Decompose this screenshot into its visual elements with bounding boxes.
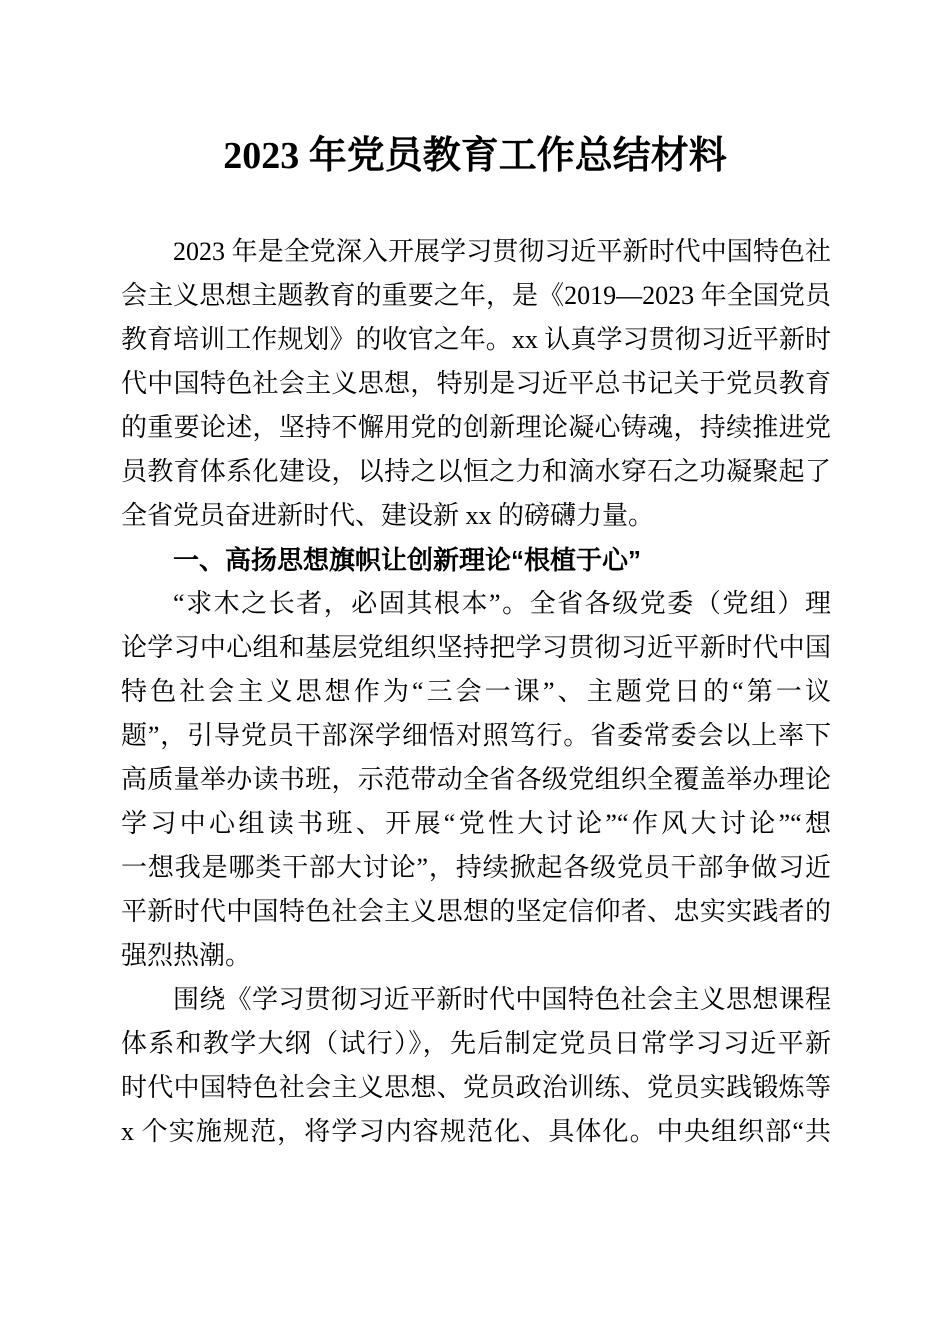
text-line: 会主义思想主题教育的重要之年，是《2019—2023 年全国党员 bbox=[121, 281, 831, 310]
text-line: 教育培训工作规划》的收官之年。xx 认真学习贯彻习近平新时 bbox=[121, 325, 831, 354]
text-line: “求木之长者，必固其根本”。全省各级党委（党组）理 bbox=[173, 589, 831, 618]
section-heading: 一、高扬思想旗帜让创新理论“根植于心” bbox=[173, 545, 642, 575]
text-line: 围绕《学习贯彻习近平新时代中国特色社会主义思想课程 bbox=[173, 985, 831, 1014]
document-title: 2023 年党员教育工作总结材料 bbox=[223, 135, 727, 177]
text-line: 全省党员奋进新时代、建设新 xx 的磅礴力量。 bbox=[121, 501, 655, 530]
text-line: 论学习中心组和基层党组织坚持把学习贯彻习近平新时代中国 bbox=[121, 633, 831, 662]
text-line: 员教育体系化建设，以持之以恒之力和滴水穿石之功凝聚起了 bbox=[121, 457, 831, 486]
text-line: x 个实施规范，将学习内容规范化、具体化。中央组织部“共 bbox=[121, 1117, 831, 1146]
text-line: 高质量举办读书班，示范带动全省各级党组织全覆盖举办理论 bbox=[121, 765, 831, 794]
text-line: 一想我是哪类干部大讨论”，持续掀起各级党员干部争做习近 bbox=[121, 853, 831, 882]
text-line: 代中国特色社会主义思想，特别是习近平总书记关于党员教育 bbox=[121, 369, 831, 398]
text-line: 2023 年是全党深入开展学习贯彻习近平新时代中国特色社 bbox=[173, 237, 831, 266]
text-line: 学习中心组读书班、开展“党性大讨论”“作风大讨论”“想 bbox=[121, 809, 831, 838]
text-line: 题”，引导党员干部深学细悟对照笃行。省委常委会以上率下 bbox=[121, 721, 831, 750]
text-line: 特色社会主义思想作为“三会一课”、主题党日的“第一议 bbox=[121, 677, 831, 706]
text-line: 强烈热潮。 bbox=[121, 941, 252, 970]
document-body bbox=[121, 230, 831, 1154]
text-line: 时代中国特色社会主义思想、党员政治训练、党员实践锻炼等 bbox=[121, 1073, 831, 1102]
text-line: 平新时代中国特色社会主义思想的坚定信仰者、忠实实践者的 bbox=[121, 897, 831, 926]
text-line: 体系和教学大纲（试行）》，先后制定党员日常学习习近平新 bbox=[121, 1029, 831, 1058]
text-line: 的重要论述，坚持不懈用党的创新理论凝心铸魂，持续推进党 bbox=[121, 413, 831, 442]
